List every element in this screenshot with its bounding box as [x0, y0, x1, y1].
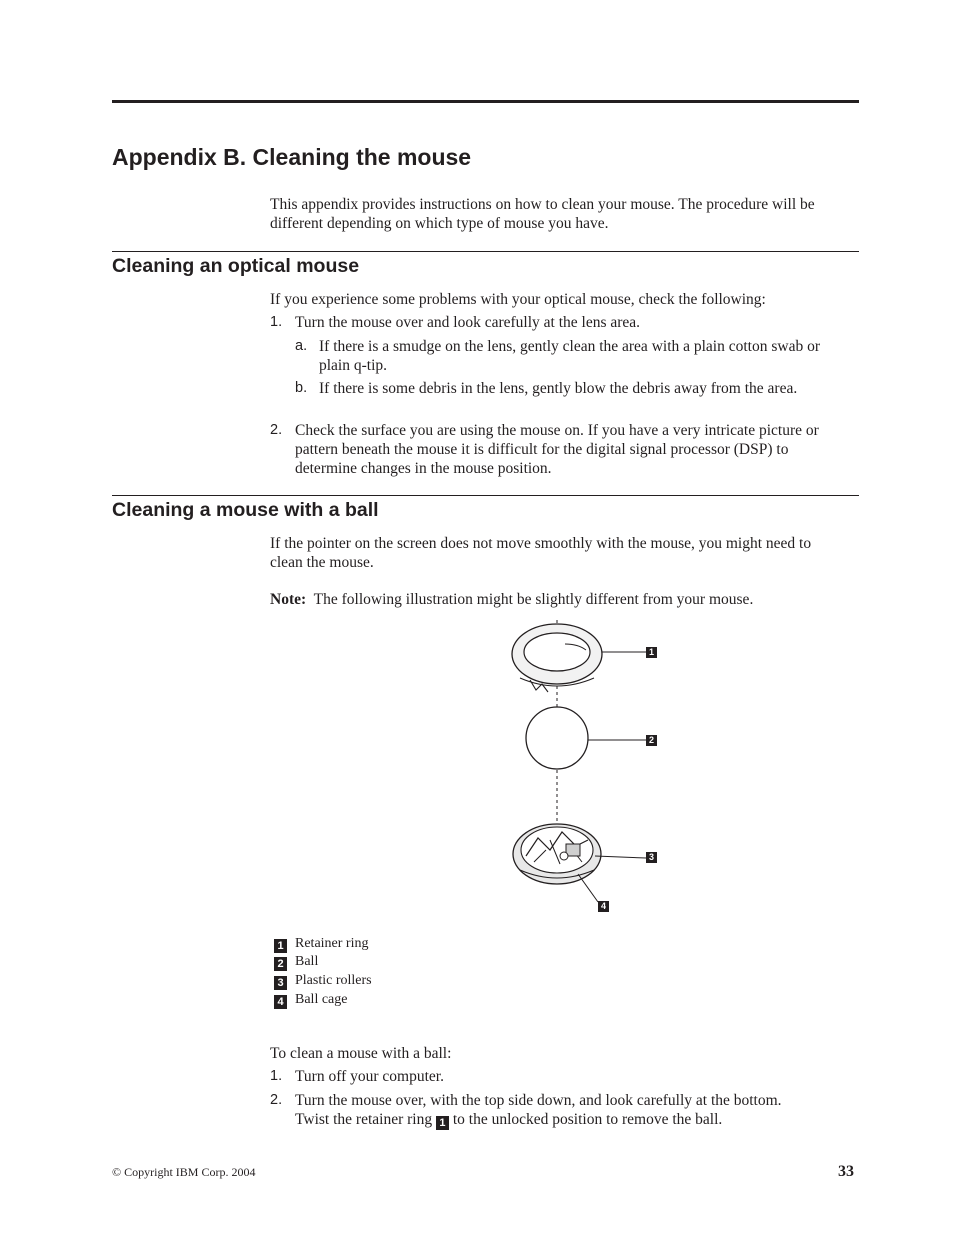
- legend-badge: 3: [274, 976, 287, 990]
- note-paragraph: [270, 590, 850, 609]
- optical-lead: If you experience some problems with your optical mouse, check the following:: [270, 291, 766, 308]
- ball-step2-text: [295, 1091, 857, 1130]
- ball-step2-post: to the unlocked position to remove the ball.: [452, 1111, 723, 1128]
- callout-2: 2: [646, 735, 657, 746]
- callout-3: 3: [646, 852, 657, 863]
- legend-label: Ball cage: [295, 992, 348, 1007]
- legend-label: Plastic rollers: [295, 973, 372, 988]
- optical-step2-number: 2.: [270, 422, 283, 438]
- heading-optical-mouse: Cleaning an optical mouse: [112, 255, 360, 277]
- page-title: Appendix B. Cleaning the mouse: [112, 144, 472, 170]
- legend-badge: 1: [274, 939, 287, 953]
- ball-step2-number: 2.: [270, 1092, 283, 1108]
- retainer-ring-drawing: [512, 624, 602, 692]
- optical-step1-number: 1.: [270, 314, 283, 330]
- optical-step2-text: Check the surface you are using the mouse on. If you have a very intricate picture or pattern beneath the mouse it is difficult for the digital signal processor (DSP) to determine changes in the mouse position.: [295, 422, 819, 477]
- ball-step1-text: Turn off your computer.: [295, 1068, 444, 1085]
- copyright: © Copyright IBM Corp. 2004: [112, 1165, 256, 1179]
- mouse-ball-illustration: [490, 618, 670, 918]
- legend-item: [274, 972, 372, 990]
- legend-label: Retainer ring: [295, 936, 369, 951]
- ball-step2-line1: Turn the mouse over, with the top side down, and look carefully at the bottom.: [295, 1092, 782, 1109]
- legend-item: [274, 991, 347, 1009]
- ball-drawing: [526, 707, 588, 769]
- callout-4: 4: [598, 901, 609, 912]
- legend-item: [274, 953, 318, 971]
- section-rule-ball: [112, 495, 859, 496]
- ball-cage-drawing: [513, 824, 601, 884]
- legend-badge: 2: [274, 957, 287, 971]
- optical-step1-text: Turn the mouse over and look carefully at the lens area.: [295, 314, 641, 331]
- optical-sub-a-label: a.: [295, 338, 308, 354]
- ball-step1-number: 1.: [270, 1068, 283, 1084]
- section-rule-optical: [112, 251, 859, 252]
- page-number: 33: [838, 1163, 854, 1180]
- how-to-lead: To clean a mouse with a ball:: [270, 1045, 452, 1062]
- note-label: Note:: [270, 591, 307, 608]
- heading-ball-mouse: Cleaning a mouse with a ball: [112, 499, 379, 521]
- ball-lead: If the pointer on the screen does not move smoothly with the mouse, you might need to clean the mouse.: [270, 535, 812, 571]
- callout-1: 1: [646, 647, 657, 658]
- optical-sub-a-text: If there is a smudge on the lens, gently clean the area with a plain cotton swab or plain q-tip.: [319, 338, 821, 374]
- legend-item: [274, 935, 368, 953]
- ball-step2-pre: Twist the retainer ring: [295, 1111, 433, 1128]
- optical-sub-b-label: b.: [295, 380, 308, 396]
- note-text: The following illustration might be slightly different from your mouse.: [313, 591, 754, 608]
- legend-badge: 4: [274, 995, 287, 1009]
- top-rule: [112, 100, 859, 103]
- optical-sub-b-text: If there is some debris in the lens, gently blow the debris away from the area.: [319, 380, 798, 397]
- intro-paragraph: This appendix provides instructions on how to clean your mouse. The procedure will be different depending on which type of mouse you have.: [270, 196, 815, 232]
- inline-callout-1: 1: [436, 1116, 449, 1130]
- legend-label: Ball: [295, 954, 319, 969]
